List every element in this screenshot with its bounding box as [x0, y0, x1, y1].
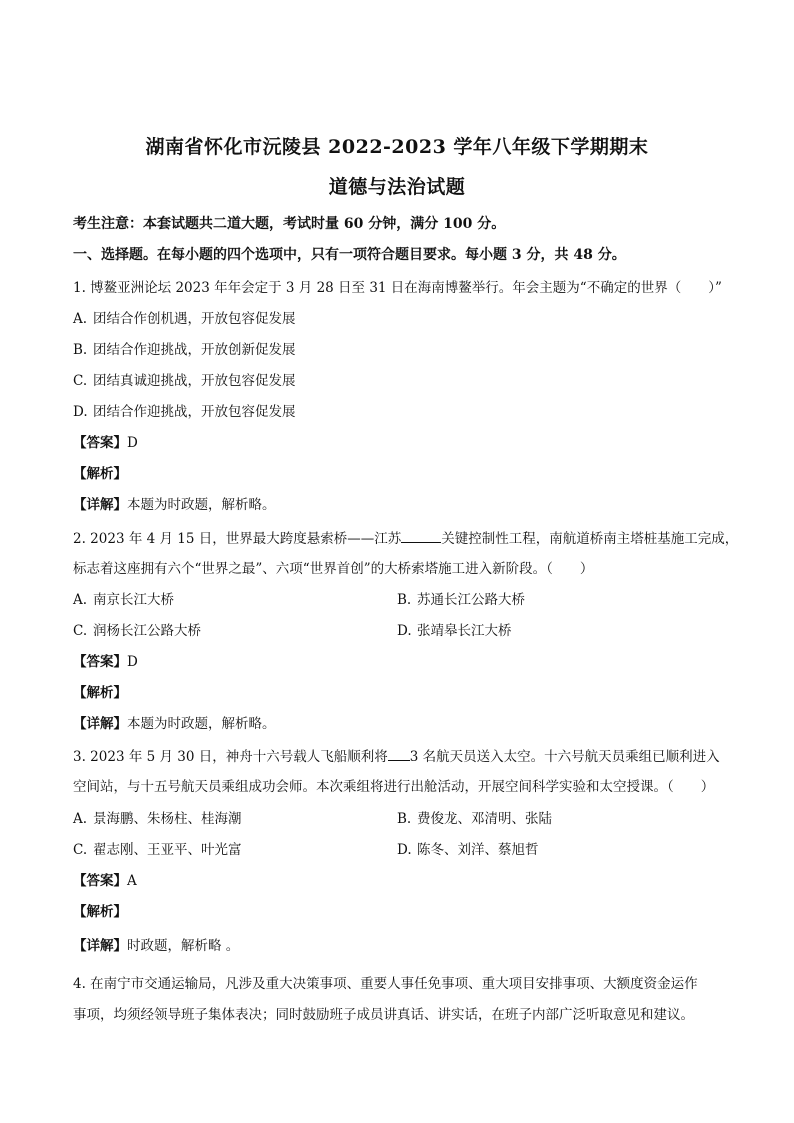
section-heading: 一、选择题。在每小题的四个选项中，只有一项符合题目要求。每小题 3 分，共 48 分。: [73, 247, 626, 263]
q3-option-c-text: 翟志刚、王亚平、叶光富: [93, 842, 242, 858]
q1-option-d: [73, 400, 296, 420]
q1-option-c: [73, 369, 296, 389]
q1-option-c-label: C.: [73, 373, 88, 389]
q2-answer: [73, 650, 138, 670]
answer-tag: 【答案】: [73, 654, 127, 670]
q1-option-d-text: 团结合作迎挑战，开放包容促发展: [93, 404, 296, 420]
q3-option-b-text: 费俊龙、邓清明、张陆: [417, 811, 552, 827]
q3-stem-pre: 3. 2023 年 5 月 30 日，神舟十六号载人飞船顺利将: [73, 749, 388, 765]
q3-option-d-text: 陈冬、刘洋、蔡旭哲: [417, 842, 539, 858]
q3-option-c-label: C.: [73, 842, 88, 858]
detail-tag: 【详解】: [73, 497, 127, 513]
q3-answer-value: A: [127, 873, 137, 889]
q1-answer-value: D: [127, 435, 138, 451]
q2-option-c-text: 润杨长江公路大桥: [93, 623, 201, 639]
q2-stem-line2: 标志着这座拥有六个“世界之最”、六项“世界首创”的大桥索塔施工进入新阶段。（ ）: [73, 561, 594, 577]
answer-tag: 【答案】: [73, 873, 127, 889]
q3-option-d-label: D.: [397, 842, 412, 858]
q2-blank: [401, 530, 441, 543]
q2-option-d: [397, 619, 512, 639]
q3-option-a: [73, 807, 242, 827]
q1-analysis: 【解析】: [73, 466, 127, 482]
q2-option-a-label: A.: [73, 592, 88, 608]
q2-option-d-text: 张靖皋长江大桥: [417, 623, 512, 639]
q2-option-d-label: D.: [397, 623, 412, 639]
q2-option-b-text: 苏通长江公路大桥: [417, 592, 525, 608]
q1-detail: [73, 493, 276, 513]
q3-option-d: [397, 838, 539, 858]
q3-analysis: 【解析】: [73, 904, 127, 920]
q1-option-a: [73, 307, 296, 327]
q1-answer: [73, 431, 138, 451]
q1-option-b-text: 团结合作迎挑战，开放创新促发展: [93, 342, 296, 358]
q3-stem-line1: [73, 745, 720, 765]
q1-option-a-text: 团结合作创机遇，开放包容促发展: [93, 311, 296, 327]
q2-option-a: [73, 588, 174, 608]
q2-detail-text: 本题为时政题，解析略。: [127, 716, 276, 732]
q4-stem-line1: 4. 在南宁市交通运输局，凡涉及重大决策事项、重要人事任免事项、重大项目安排事项、大额度资金运作: [73, 976, 698, 992]
q2-answer-value: D: [127, 654, 138, 670]
q3-option-c: [73, 838, 242, 858]
q3-option-a-label: A.: [73, 811, 88, 827]
q4-stem-line2: 事项，均须经领导班子集体表决；同时鼓励班子成员讲真话、讲实话，在班子内部广泛听取意见和建议。: [73, 1007, 694, 1023]
q2-option-b-label: B.: [397, 592, 412, 608]
q2-analysis: 【解析】: [73, 685, 127, 701]
detail-tag: 【详解】: [73, 938, 127, 954]
q2-option-a-text: 南京长江大桥: [93, 592, 174, 608]
document-title-line2: 道德与法治试题: [328, 176, 466, 198]
q3-stem-post: 3 名航天员送入太空。十六号航天员乘组已顺利进入: [409, 749, 720, 765]
q2-option-c: [73, 619, 201, 639]
exam-notice: 考生注意：本套试题共二道大题，考试时量 60 分钟，满分 100 分。: [73, 216, 506, 232]
q3-answer: [73, 869, 137, 889]
q1-option-b: [73, 338, 296, 358]
detail-tag: 【详解】: [73, 716, 127, 732]
q2-detail: [73, 712, 276, 732]
q2-stem-post: 关键控制性工程，南航道桥南主塔桩基施工完成，: [441, 531, 739, 547]
q3-stem-line2: 空间站，与十五号航天员乘组成功会师。本次乘组将进行出舱活动，开展空间科学实验和太空授课。（ ）: [73, 779, 715, 795]
q3-option-a-text: 景海鹏、朱杨柱、桂海潮: [93, 811, 242, 827]
q1-option-c-text: 团结真诚迎挑战，开放包容促发展: [93, 373, 296, 389]
q2-option-c-label: C.: [73, 623, 88, 639]
q1-option-a-label: A.: [73, 311, 88, 327]
q3-detail: [73, 934, 239, 954]
document-title-line1: 湖南省怀化市沅陵县 2022-2023 学年八年级下学期期末: [145, 136, 649, 158]
q1-option-b-label: B.: [73, 342, 88, 358]
q1-detail-text: 本题为时政题，解析略。: [127, 497, 276, 513]
q2-stem-line1: [73, 527, 738, 547]
q3-blank: [388, 748, 410, 761]
q1-option-d-label: D.: [73, 404, 88, 420]
q2-stem-pre: 2. 2023 年 4 月 15 日，世界最大跨度悬索桥——江苏: [73, 531, 402, 547]
q2-option-b: [397, 588, 525, 608]
q3-option-b: [397, 807, 552, 827]
q1-stem: 1. 博鳌亚洲论坛 2023 年年会定于 3 月 28 日至 31 日在海南博鳌举行。年会主题为“不确定的世界（ ）”: [73, 280, 722, 296]
q3-detail-text: 时政题，解析略 。: [127, 938, 240, 954]
q3-option-b-label: B.: [397, 811, 412, 827]
answer-tag: 【答案】: [73, 435, 127, 451]
